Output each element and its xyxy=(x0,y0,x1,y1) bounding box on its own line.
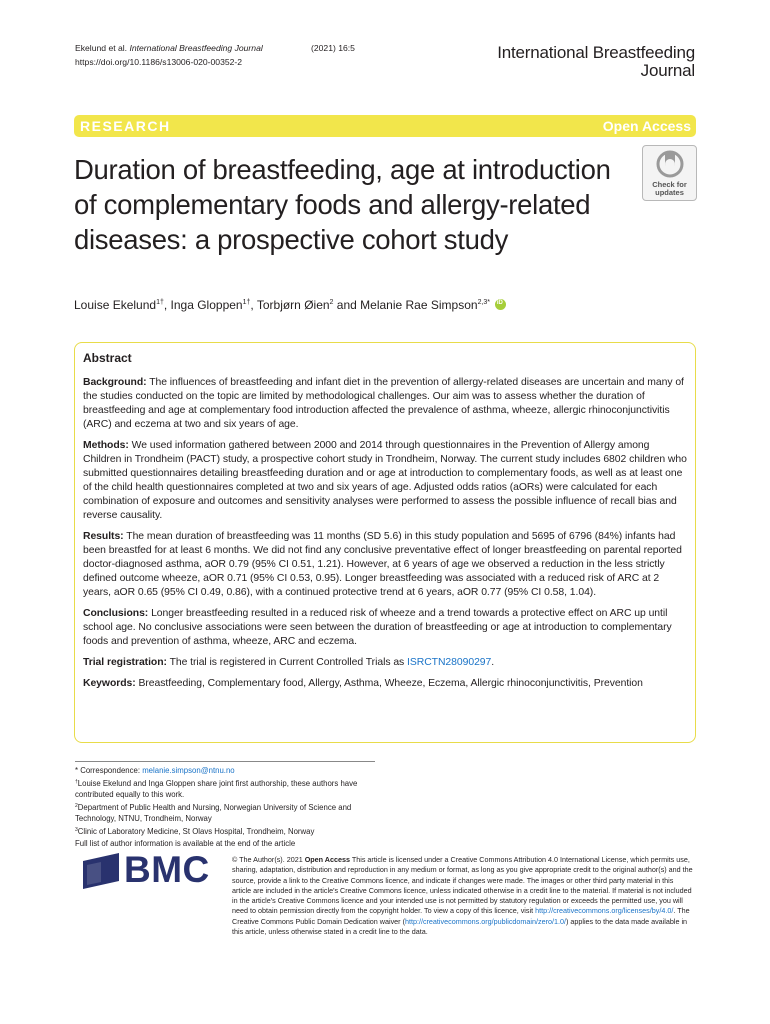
abstract-methods xyxy=(83,439,687,523)
citation-year-volume: (2021) 16:5 xyxy=(311,43,355,53)
conclusions-label: Conclusions: xyxy=(83,608,149,619)
author-name[interactable]: Melanie Rae Simpson xyxy=(360,298,478,312)
abstract-background xyxy=(83,376,687,432)
open-access-label: Open Access xyxy=(304,855,350,864)
footnote-joint-authorship: †Louise Ekelund and Inga Gloppen share joint first authorship, these authors have contributed equally to this work. xyxy=(75,778,358,800)
check-for-updates-button[interactable] xyxy=(642,145,697,201)
correspondence-note: * Correspondence: melanie.simpson@ntnu.no xyxy=(75,766,235,775)
orcid-icon[interactable] xyxy=(495,299,506,310)
author-name[interactable]: Louise Ekelund xyxy=(74,298,157,312)
trial-registration-link[interactable]: ISRCTN28090297 xyxy=(407,657,492,668)
methods-label: Methods: xyxy=(83,440,129,451)
footnotes xyxy=(75,765,375,849)
abstract-trial-registration: Trial registration: The trial is registered in Current Controlled Trials as ISRCTN28090297. xyxy=(83,657,495,668)
citation-journal: International Breastfeeding Journal xyxy=(129,43,263,53)
footnote-divider xyxy=(75,761,375,762)
check-updates-icon xyxy=(656,149,684,179)
cc-zero-license-link[interactable]: http://creativecommons.org/publicdomain/zero/1.0/ xyxy=(404,916,566,926)
author-name[interactable]: Inga Gloppen xyxy=(170,298,243,312)
background-label: Background: xyxy=(83,377,147,388)
doi-link[interactable]: https://doi.org/10.1186/s13006-020-00352-2 xyxy=(75,56,243,67)
trial-label: Trial registration: xyxy=(83,657,167,668)
footnote-affiliation-3: $^3$Clinic of Laboratory Medicine, St Olavs Hospital, Trondheim, Norway xyxy=(75,826,315,836)
author-list: Louise Ekelund$^{1\dagger}$, Inga Gloppen$^{1\dagger}$, Torbjørn Øien$^2$ and Melanie Rae Simpson$^{2,3*}$ iD xyxy=(74,298,506,312)
author-affiliation-marker: 2 xyxy=(329,299,334,306)
conclusions-text: Longer breastfeeding resulted in a reduced risk of wheeze and a trend towards a protective effect on ARC up until school age. No conclusive associations were seen between the duration of breastfeeding or age at introduction to complementary foods and prevention of asthma, wheeze, ARC and eczema. xyxy=(83,608,672,647)
results-text: The mean duration of breastfeeding was 11 months (SD 5.6) in this study population and 5695 of 6796 (84%) infants had been breastfed for at least 6 months. We did not find any conclusive preventative effect of longer breastfeeding on parental reported doctor-diagnosed asthma, aOR 0.79 (95% CI 0.51, 1.21). However, at 6 years of age we observed a reduction in the less strictly defined outcome wheeze, aOR 0.71 (95% CI 0.53, 0.95). Longer breastfeeding was associated with a reduced risk of ARC at 2 years, aOR 0.65 (95% CI 0.49, 0.86), with a continued protective trend at 6 years, aOR 0.77 (95% CI 0.58, 1.04). xyxy=(83,531,682,598)
trial-text: The trial is registered in Current Controlled Trials as xyxy=(169,657,405,668)
keywords-label: Keywords: xyxy=(83,678,136,689)
abstract-keywords xyxy=(83,677,687,691)
abstract-conclusions xyxy=(83,607,687,649)
section-banner xyxy=(74,115,696,137)
abstract-heading: Abstract xyxy=(83,351,132,365)
author-affiliation-marker: 2,3* xyxy=(477,299,491,306)
copyright-text: © The Author(s). 2021 xyxy=(232,855,303,864)
bmc-logo-text: BMC xyxy=(124,849,210,890)
journal-logo-text xyxy=(497,44,695,80)
journal-name-line2: Journal xyxy=(640,61,695,80)
check-updates-line2: updates xyxy=(655,188,684,197)
section-label: RESEARCH xyxy=(80,118,171,134)
check-updates-line1: Check for xyxy=(652,180,687,189)
open-access-label: Open Access xyxy=(602,118,691,134)
methods-text: We used information gathered between 2000 and 2014 through questionnaires in the Prevention of Allergy among Children in Trondheim (PACT) study, a prospective cohort study in Trondheim, Norway. The current study includes 6802 children who submitted questionnaires detailing breastfeeding duration and or age at introduction to complementary foods, as well as at least one of the child health questionnaires completed at two and six years of age. Adjusted odds ratios (aORs) were calculated for each combination of exposure and outcomes and sensitivity analyses were performed to assess the possible influence of recall bias and reverse causality. xyxy=(83,440,687,521)
footnote-full-list: Full list of author information is available at the end of the article xyxy=(75,838,296,848)
citation-authors: Ekelund et al. xyxy=(75,43,128,53)
journal-name-line1: International Breastfeeding xyxy=(497,43,695,62)
citation-header xyxy=(75,42,355,69)
author-affiliation-marker: 1† xyxy=(242,299,251,306)
footnote-affiliation-2: $^2$Department of Public Health and Nursing, Norwegian University of Science and Technology, NTNU, Trondheim, Norway xyxy=(75,802,352,824)
cc-by-license-link[interactable]: http://creativecommons.org/licenses/by/4.0/ xyxy=(535,906,674,916)
abstract-results xyxy=(83,530,687,600)
keywords-text: Breastfeeding, Complementary food, Allergy, Asthma, Wheeze, Eczema, Allergic rhinoconjunctivitis, Prevention xyxy=(138,678,643,689)
citation-line xyxy=(75,42,355,56)
author-affiliation-marker: 1† xyxy=(156,299,164,306)
correspondence-email-link[interactable]: melanie.simpson@ntnu.no xyxy=(142,766,235,775)
author-name[interactable]: Torbjørn Øien xyxy=(256,298,330,312)
results-label: Results: xyxy=(83,531,124,542)
article-title: Duration of breastfeeding, age at introduction of complementary foods and allergy-related diseases: a prospective cohort study xyxy=(74,154,611,255)
background-text: The influences of breastfeeding and infant diet in the prevention of allergy-related diseases are uncertain and many of the studies conducted on the topic are limited by methodological challenges. Our aim was to assess whether the duration of breastfeeding and age at complementary food introduction affected the prevalence of asthma, wheeze, allergic rhinoconjunctivitis (ARC) and eczema at two and six years of age. xyxy=(83,377,684,430)
license-text: © The Author(s). 2021 Open Access This article is licensed under a Creative Commons Attribution 4.0 International License, which permits use, sharing, adaptation, distribution and reproduction in any medium or format, as long as you give appropriate credit to the original author(s) and the source, provide a link to the Creative Commons licence, and indicate if changes were made. The images or other third party material in this article are included in the article's Creative Commons licence, unless indicated otherwise in a credit line to the material. If material is not included in the article's Creative Commons licence and your intended use is not permitted by statutory regulation or exceeds the permitted use, you will need to obtain permission directly from the copyright holder. To view a copy of this licence, visit http://creativecommons.org/licenses/by/4.0/. The Creative Commons Public Domain Dedication waiver (http://creativecommons.org/publicdomain/zero/1.0/) applies to the data made available in this article, unless otherwise stated in a credit line to the data. xyxy=(232,855,693,937)
abstract-box xyxy=(74,342,696,743)
